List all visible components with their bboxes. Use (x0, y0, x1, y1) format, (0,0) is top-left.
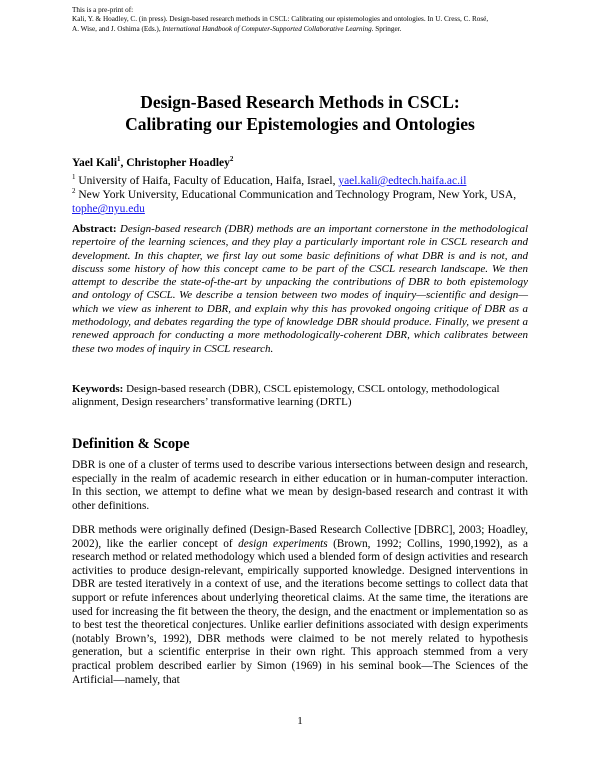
abstract-text: Design-based research (DBR) methods are an important cornerstone in the methodological repertoire of the learning sciences, and they play a particularly important role in CSCL research and development. In this chapter, we first lay out some basic definitions of what DBR is and is not, and discuss some history of how this concept came to be part of the CSCL research landscape. We then attempt to describe the state-of-the-art by unpacking the contributions of DBR to both epistemology and ontology of CSCL. We describe a tension between two modes of inquiry—scientific and design—which we view as inherent to DBR, and explain why this has provoked ongoing critique of DBR as a methodology, and debates regarding the type of knowledge DBR should produce. Finally, we present a renewed approach for conducting a more methodologically-coherent DBR, which calibrates between these two modes of inquiry in CSCL research. (72, 223, 529, 355)
affiliation-1-email-link[interactable]: yael.kali@edtech.haifa.ac.il (338, 174, 467, 187)
keywords-text: Design-based research (DBR), CSCL epistemology, CSCL ontology, methodological alignment, Design researchers’ transformative learning (DRTL) (72, 383, 500, 409)
paragraph-2-part-b: (Brown, 1992; Collins, 1990,1992), as a research method or related methodology which used a blended form of design activities and research activities to produce design-relevant, empirically supported knowledge. Designed interventions in DBR are tested iteratively in a context of use, and the iterations become settings to collect data that support or refute inferences about underlying theoretical claims. At the same time, the iterations are used for increasing the fit between the theory, the design, and the enactment or implementation so as to best test the theoretical conjectures. Unlike earlier definitions associated with design experiments (notably Brown’s, 1992), DBR methods were claimed to be not merely related to hypothesis generation, but a scientific enterprise in their own right. This approach stemmed from a very practical problem described earlier by Simon (1969) in his seminal book—The Sciences of the Artificial—namely, that (72, 537, 528, 686)
affiliation-2-number: 2 (72, 187, 76, 195)
author-1-affil: 1 (117, 155, 121, 163)
paragraph-2 (72, 524, 528, 687)
author-2-affil: 2 (229, 155, 234, 163)
affiliation-1-text: University of Haifa, Faculty of Education, Haifa, Israel, (78, 174, 336, 187)
abstract (72, 223, 528, 356)
affiliation-2-email-link[interactable]: tophe@nyu.edu (72, 203, 145, 216)
paragraph-2-part-a: DBR methods were originally defined (Design-Based Research Collective [DBRC], 2003; Hoadley, 2002), like the earlier concept of (72, 524, 528, 550)
keywords-label: Keywords: (72, 383, 124, 395)
abstract-label: Abstract: (72, 223, 117, 235)
preprint-book-title: International Handbook of Computer-Supported Collaborative Learning. (162, 24, 374, 33)
title-line-2: Calibrating our Epistemologies and Ontologies (125, 114, 475, 134)
preprint-line-2: Kali, Y. & Hoadley, C. (in press). Design-based research methods in CSCL: Calibrating our epistemologies and ontologies. In U. Cress, C. Rosé, (72, 15, 489, 24)
affiliation-2-text: New York University, Educational Communication and Technology Program, New York, USA, (78, 188, 517, 201)
paragraph-1: DBR is one of a cluster of terms used to describe various intersections between design and research, especially in the realm of academic research in either education or in human-computer interaction. In this section, we attempt to define what we mean by design-based research and contrast it with other definitions. (72, 459, 528, 512)
paper-title (72, 91, 528, 135)
title-line-1: Design-Based Research Methods in CSCL: (140, 92, 460, 112)
author-separator: , (120, 156, 127, 169)
preprint-editors: A. Wise, and J. Oshima (Eds.), (72, 24, 161, 33)
preprint-notice (72, 6, 542, 34)
preprint-publisher: Springer. (375, 24, 402, 33)
paragraph-2-italic-term: design experiments (238, 537, 328, 550)
affiliation-2 (72, 184, 532, 217)
preprint-line-3 (72, 25, 542, 34)
section-heading: Definition & Scope (72, 436, 190, 452)
affiliation-1-number: 1 (72, 173, 76, 181)
keywords (72, 383, 528, 410)
page-number: 1 (297, 715, 303, 727)
author-2: Christopher Hoadley (126, 156, 230, 169)
preprint-line-1: This is a pre-print of: (72, 6, 134, 14)
author-list (72, 155, 233, 169)
author-1: Yael Kali (72, 156, 118, 169)
